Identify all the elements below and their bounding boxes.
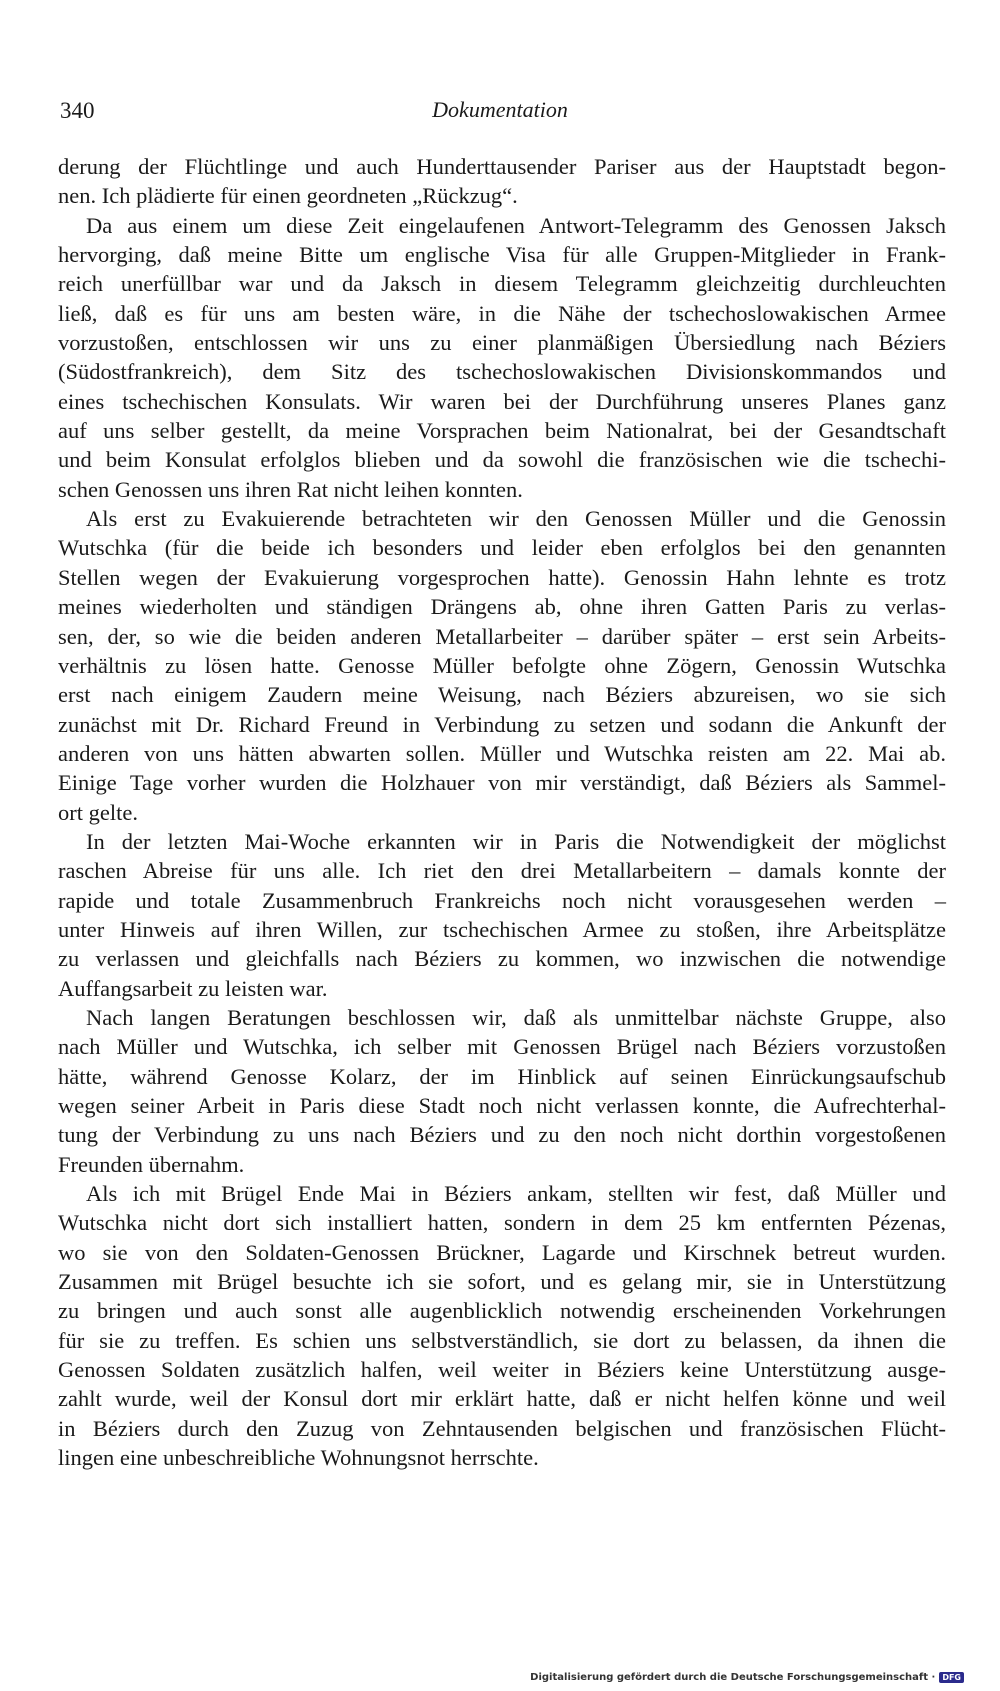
credit-text: Digitalisierung gefördert durch die Deutsche Forschungsgemeinschaft · (530, 1672, 936, 1683)
text-line: Genossen Soldaten zusätzlich halfen, weil weiter in Béziers keine Unterstützung ausge- (58, 1357, 946, 1383)
running-title: Dokumentation (432, 97, 568, 122)
text-line: Auffangsarbeit zu leisten war. (58, 975, 328, 1001)
text-line: zu bringen und auch sonst alle augenblicklich notwendig erscheinenden Vorkehrungen (58, 1298, 946, 1324)
text-line: lingen eine unbeschreibliche Wohnungsnot herrschte. (58, 1445, 539, 1471)
dfg-logo: DFG (939, 1672, 964, 1683)
text-line: rapide und totale Zusammenbruch Frankreichs noch nicht vorausgesehen werden – (58, 887, 946, 913)
text-line: anderen von uns hätten abwarten sollen. Müller und Wutschka reisten am 22. Mai ab. (58, 740, 946, 766)
text-line: ort gelte. (58, 799, 138, 825)
text-line: sen, der, so wie die beiden anderen Metallarbeiter – darüber später – erst sein Arbeits- (58, 623, 946, 649)
text-line: zahlt wurde, weil der Konsul dort mir erklärt hatte, daß er nicht helfen könne und weil (58, 1386, 946, 1412)
text-line: erst nach einigem Zaudern meine Weisung, nach Béziers abzureisen, wo sie sich (58, 682, 946, 708)
text-line: wegen seiner Arbeit in Paris diese Stadt noch nicht verlassen konnte, die Aufrechterhal- (58, 1093, 946, 1118)
text-line: verhältnis zu lösen hatte. Genosse Müller befolgte ohne Zögern, Genossin Wutschka (58, 652, 946, 678)
text-line: Da aus einem um diese Zeit eingelaufenen Antwort-Telegramm des Genossen Jaksch (86, 212, 946, 238)
text-line: Freunden übernahm. (58, 1151, 245, 1177)
text-line: ließ, daß es für uns am besten wäre, in die Nähe der tschechoslowakischen Armee (58, 300, 946, 326)
text-line: Wutschka nicht dort sich installiert hatten, sondern in dem 25 km entfernten Pézenas, (58, 1210, 946, 1236)
text-line: tung der Verbindung zu uns nach Béziers und zu den noch nicht dorthin vorgestoßenen (58, 1122, 946, 1148)
text-line: (Südostfrankreich), dem Sitz des tschechoslowakischen Divisionskommandos und (58, 359, 946, 385)
text-line: nen. Ich plädierte für einen geordneten „Rückzug“. (58, 183, 518, 209)
text-line: und beim Konsulat erfolglos blieben und da sowohl die französischen wie die tschechi- (58, 447, 946, 473)
text-line: wo sie von den Soldaten-Genossen Brückner, Lagarde und Kirschnek betreut wurden. (58, 1239, 946, 1265)
text-line: Nach langen Beratungen beschlossen wir, daß als unmittelbar nächste Gruppe, also (86, 1004, 946, 1030)
text-line: reich unerfüllbar war und da Jaksch in diesem Telegramm gleichzeitig durchleuchten (58, 271, 946, 297)
text-line: hätte, während Genosse Kolarz, der im Hinblick auf seinen Einrückungsaufschub (58, 1063, 946, 1089)
digitization-credit (530, 1672, 964, 1683)
text-line: vorzustoßen, entschlossen wir uns zu einer planmäßigen Übersiedlung nach Béziers (58, 330, 946, 356)
text-line: Zusammen mit Brügel besuchte ich sie sofort, und es gelang mir, sie in Unterstützung (58, 1269, 946, 1295)
text-line: zunächst mit Dr. Richard Freund in Verbindung zu setzen und sodann die Ankunft der (58, 711, 946, 737)
text-line: nach Müller und Wutschka, ich selber mit Genossen Brügel nach Béziers vorzustoßen (58, 1034, 946, 1060)
text-line: raschen Abreise für uns alle. Ich riet den drei Metallarbeitern – damals konnte der (58, 858, 946, 884)
text-line: hervorging, daß meine Bitte um englische Visa für alle Gruppen-Mitglieder in Frank- (58, 242, 946, 268)
text-line: In der letzten Mai-Woche erkannten wir in Paris die Notwendigkeit der möglichst (86, 828, 946, 854)
text-line: zu verlassen und gleichfalls nach Béziers zu kommen, wo inzwischen die notwendige (58, 946, 946, 972)
text-line: auf uns selber gestellt, da meine Vorsprachen beim Nationalrat, bei der Gesandtschaft (58, 418, 946, 444)
text-line: Stellen wegen der Evakuierung vorgesprochen hatte). Genossin Hahn lehnte es trotz (58, 564, 946, 590)
page-number: 340 (60, 98, 95, 123)
text-line: unter Hinweis auf ihren Willen, zur tschechischen Armee zu stoßen, ihre Arbeitsplätze (58, 916, 946, 942)
text-line: Einige Tage vorher wurden die Holzhauer von mir verständigt, daß Béziers als Sammel- (58, 770, 946, 796)
text-line: Als erst zu Evakuierende betrachteten wir den Genossen Müller und die Genossin (86, 506, 946, 532)
text-line: Wutschka (für die beide ich besonders und leider eben erfolglos bei den genannten (58, 535, 946, 561)
text-line: eines tschechischen Konsulats. Wir waren bei der Durchführung unseres Planes ganz (58, 388, 946, 414)
text-line: derung der Flüchtlinge und auch Hunderttausender Pariser aus der Hauptstadt begon- (58, 154, 946, 179)
body-text (58, 152, 946, 1472)
text-line: für sie zu treffen. Es schien uns selbstverständlich, sie dort zu belassen, da ihnen die (58, 1327, 946, 1353)
text-line: Als ich mit Brügel Ende Mai in Béziers ankam, stellten wir fest, daß Müller und (86, 1181, 946, 1207)
text-line: schen Genossen uns ihren Rat nicht leihen konnten. (58, 476, 523, 502)
text-line: meines wiederholten und ständigen Drängens ab, ohne ihren Gatten Paris zu verlas- (58, 594, 946, 620)
text-line: in Béziers durch den Zuzug von Zehntausenden belgischen und französischen Flücht- (58, 1415, 946, 1441)
